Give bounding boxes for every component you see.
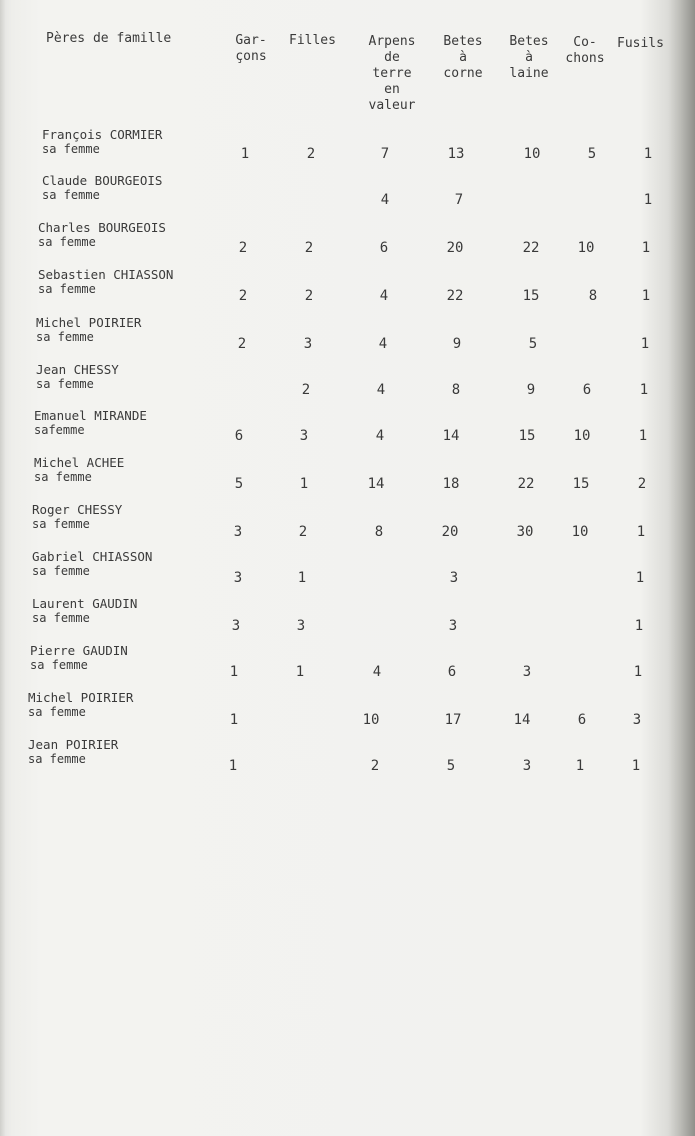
cell-corne: 17: [444, 712, 462, 728]
header-cochons-line: Co-: [573, 35, 597, 50]
row-person-name: [38, 220, 166, 250]
cell-cochons: 5: [587, 146, 597, 162]
cell-corne: 5: [446, 758, 456, 774]
row-person-name: [42, 127, 162, 157]
cell-arpens: 4: [378, 336, 388, 352]
page-edge-shadow: [0, 0, 6, 1136]
row-person-name: [32, 549, 152, 579]
header-arpens-line: terre: [372, 66, 412, 81]
person-name: Jean CHESSY: [36, 362, 119, 377]
cell-arpens: 4: [380, 192, 390, 208]
person-name: François CORMIER: [42, 127, 163, 142]
row-person-name: [28, 737, 118, 767]
cell-corne: 6: [447, 664, 457, 680]
row-person-name: [34, 455, 124, 485]
cell-filles: 1: [295, 664, 305, 680]
row-person-name: [32, 502, 122, 532]
cell-cochons: 6: [577, 712, 587, 728]
person-name: Michel POIRIER: [28, 690, 134, 705]
cell-garcons: 3: [233, 524, 243, 540]
cell-cochons: 1: [575, 758, 585, 774]
cell-corne: 3: [449, 570, 459, 586]
cell-cochons: 6: [582, 382, 592, 398]
cell-laine: 3: [522, 664, 532, 680]
cell-filles: 2: [301, 382, 311, 398]
cell-filles: 3: [299, 428, 309, 444]
person-name: Emanuel MIRANDE: [34, 408, 147, 423]
cell-fusils: 1: [635, 570, 645, 586]
cell-corne: 20: [446, 240, 464, 256]
cell-corne: 18: [442, 476, 460, 492]
spouse-label: sa femme: [32, 517, 90, 531]
cell-filles: 2: [304, 288, 314, 304]
header-garcons-line: çons: [235, 49, 267, 64]
person-name: Laurent GAUDIN: [32, 596, 138, 611]
header-betes-a-laine: [501, 34, 557, 82]
cell-corne: 8: [451, 382, 461, 398]
cell-laine: 14: [513, 712, 531, 728]
cell-laine: 10: [523, 146, 541, 162]
cell-arpens: 6: [379, 240, 389, 256]
person-name: Jean POIRIER: [28, 737, 119, 752]
cell-arpens: 4: [376, 382, 386, 398]
spouse-label: sa femme: [42, 142, 100, 156]
cell-filles: 2: [306, 146, 316, 162]
spouse-label: sa femme: [36, 377, 94, 391]
cell-filles: 2: [304, 240, 314, 256]
cell-arpens: 4: [372, 664, 382, 680]
cell-laine: 5: [528, 336, 538, 352]
header-arpens-line: valeur: [368, 98, 416, 113]
cell-garcons: 1: [229, 664, 239, 680]
cell-laine: 15: [522, 288, 540, 304]
cell-corne: 7: [454, 192, 464, 208]
header-betes-laine-line: Betes: [509, 34, 549, 49]
header-betes-laine-line: à: [525, 50, 533, 65]
spouse-label: sa femme: [42, 188, 100, 202]
spouse-label: sa femme: [30, 658, 88, 672]
cell-garcons: 3: [231, 618, 241, 634]
row-person-name: [36, 362, 119, 392]
header-betes-a-corne: [435, 34, 491, 82]
cell-garcons: 2: [238, 288, 248, 304]
header-arpens-line: Arpens: [368, 34, 416, 49]
row-person-name: [32, 596, 137, 626]
spouse-label: sa femme: [32, 564, 90, 578]
cell-laine: 9: [526, 382, 536, 398]
cell-garcons: 5: [234, 476, 244, 492]
row-person-name: [42, 173, 162, 203]
spouse-label: sa femme: [32, 611, 90, 625]
header-arpens-line: en: [384, 82, 400, 97]
header-fusils: Fusils: [617, 36, 664, 51]
cell-arpens: 2: [370, 758, 380, 774]
spouse-label: sa femme: [28, 752, 86, 766]
spouse-label: sa femme: [38, 235, 96, 249]
cell-filles: 1: [299, 476, 309, 492]
cell-garcons: 1: [240, 146, 250, 162]
cell-garcons: 2: [237, 336, 247, 352]
cell-corne: 13: [447, 146, 465, 162]
person-name: Sebastien CHIASSON: [38, 267, 174, 282]
cell-arpens: 8: [374, 524, 384, 540]
row-person-name: [38, 267, 173, 297]
cell-fusils: 1: [643, 192, 653, 208]
spouse-label: sa femme: [34, 470, 92, 484]
cell-fusils: 1: [640, 336, 650, 352]
cell-corne: 3: [448, 618, 458, 634]
spouse-label: sa femme: [28, 705, 86, 719]
cell-fusils: 1: [639, 382, 649, 398]
cell-fusils: 3: [632, 712, 642, 728]
row-person-name: [34, 408, 147, 438]
cell-fusils: 1: [643, 146, 653, 162]
cell-garcons: 3: [233, 570, 243, 586]
cell-garcons: 1: [229, 712, 239, 728]
cell-arpens: 7: [380, 146, 390, 162]
cell-cochons: 10: [573, 428, 591, 444]
cell-arpens: 10: [362, 712, 380, 728]
cell-corne: 14: [442, 428, 460, 444]
cell-fusils: 1: [641, 240, 651, 256]
cell-filles: 3: [296, 618, 306, 634]
cell-laine: 22: [522, 240, 540, 256]
cell-fusils: 1: [641, 288, 651, 304]
cell-arpens: 14: [367, 476, 385, 492]
spouse-label: safemme: [34, 423, 85, 437]
cell-arpens: 4: [379, 288, 389, 304]
cell-cochons: 15: [572, 476, 590, 492]
header-betes-corne-line: à: [459, 50, 467, 65]
cell-fusils: 1: [633, 664, 643, 680]
header-arpens-line: de: [384, 50, 400, 65]
header-cochons: [557, 35, 613, 67]
cell-fusils: 1: [631, 758, 641, 774]
cell-cochons: 10: [571, 524, 589, 540]
cell-corne: 9: [452, 336, 462, 352]
header-betes-corne-line: corne: [443, 66, 483, 81]
cell-laine: 3: [522, 758, 532, 774]
cell-fusils: 2: [637, 476, 647, 492]
cell-arpens: 4: [375, 428, 385, 444]
cell-garcons: 2: [238, 240, 248, 256]
cell-filles: 3: [303, 336, 313, 352]
header-arpens: [360, 34, 424, 114]
cell-laine: 15: [518, 428, 536, 444]
cell-corne: 20: [441, 524, 459, 540]
row-person-name: [36, 315, 141, 345]
cell-laine: 22: [517, 476, 535, 492]
header-peres-de-famille: Pères de famille: [46, 31, 172, 46]
row-person-name: [28, 690, 133, 720]
person-name: Gabriel CHIASSON: [32, 549, 153, 564]
header-garcons-line: Gar-: [235, 33, 267, 48]
header-betes-laine-line: laine: [509, 66, 549, 81]
person-name: Charles BOURGEOIS: [38, 220, 166, 235]
cell-cochons: 8: [588, 288, 598, 304]
cell-filles: 1: [297, 570, 307, 586]
cell-garcons: 6: [234, 428, 244, 444]
cell-fusils: 1: [636, 524, 646, 540]
header-filles: Filles: [289, 33, 336, 48]
person-name: Michel POIRIER: [36, 315, 142, 330]
cell-fusils: 1: [638, 428, 648, 444]
spouse-label: sa femme: [38, 282, 96, 296]
cell-filles: 2: [298, 524, 308, 540]
cell-laine: 30: [516, 524, 534, 540]
cell-corne: 22: [446, 288, 464, 304]
person-name: Claude BOURGEOIS: [42, 173, 163, 188]
header-cochons-line: chons: [565, 51, 605, 66]
cell-fusils: 1: [634, 618, 644, 634]
spouse-label: sa femme: [36, 330, 94, 344]
person-name: Michel ACHEE: [34, 455, 125, 470]
header-betes-corne-line: Betes: [443, 34, 483, 49]
person-name: Roger CHESSY: [32, 502, 123, 517]
header-garcons: [228, 33, 274, 65]
cell-garcons: 1: [228, 758, 238, 774]
cell-cochons: 10: [577, 240, 595, 256]
person-name: Pierre GAUDIN: [30, 643, 128, 658]
row-person-name: [30, 643, 128, 673]
